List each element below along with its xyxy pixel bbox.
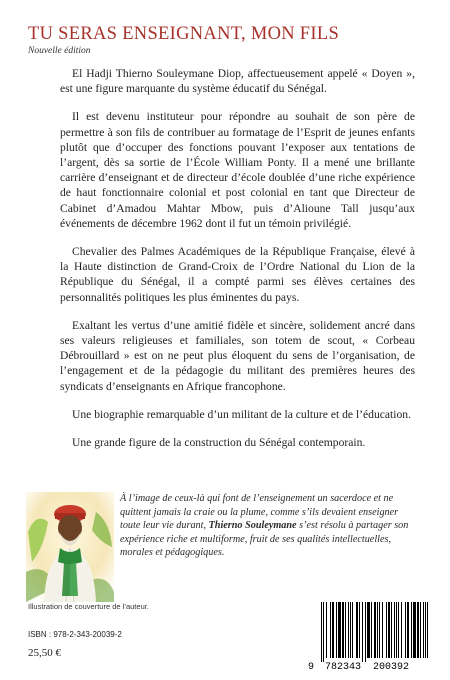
paragraph-figure: Une grande figure de la construction du Sénégal contemporain. bbox=[72, 436, 366, 450]
barcode-bar bbox=[420, 602, 421, 658]
barcode-bar bbox=[326, 602, 327, 658]
barcode-bar bbox=[386, 602, 387, 658]
paragraph-intro: El Hadji Thierno Souleymane Diop, affectueusement appelé « Doyen », est une figure marquante du système éducatif du Sénégal. bbox=[60, 67, 415, 96]
barcode-bar bbox=[411, 602, 412, 658]
edition-subtitle: Nouvelle édition bbox=[28, 46, 91, 56]
author-portrait bbox=[26, 492, 114, 602]
barcode-bar bbox=[356, 602, 358, 658]
barcode-bar bbox=[382, 602, 383, 658]
barcode-bar bbox=[377, 602, 378, 658]
quote-text-part1: À l’image de ceux-là qui font de l’enseignement un sacerdoce et ne quittent jamais la craie ou la plume, comme s’ils devaient enseigner toute leur vie durant, bbox=[120, 493, 399, 532]
quote-text-part2: s’est résolu à partager son expérience riche et multiforme, fruit de ses qualités intellectuelles, morales et pédagogiques. bbox=[120, 520, 409, 559]
paragraph-honors: Chevalier des Palmes Académiques de la République Française, élevé à la Haute distinction de Grand-Croix de l’Ordre National du Lion de la République du Sénégal, il a compté parmi ses élèves certaines des personnalités politiques les plus éminentes du pays. bbox=[60, 245, 415, 304]
paragraph-biography: Une biographie remarquable d’un militant de la culture et de l’éducation. bbox=[72, 407, 411, 421]
barcode-bar bbox=[388, 602, 390, 658]
barcode-bar bbox=[401, 602, 402, 658]
barcode-bar bbox=[362, 602, 363, 662]
barcode-bar bbox=[398, 602, 399, 658]
barcode-bar bbox=[345, 602, 346, 658]
barcode-bar bbox=[367, 602, 370, 658]
barcode-bar bbox=[338, 602, 341, 658]
barcode-bar bbox=[352, 602, 353, 658]
barcode-bar bbox=[396, 602, 397, 658]
barcode-bar bbox=[350, 602, 351, 658]
barcode-bar bbox=[342, 602, 344, 658]
paragraph-career: Il est devenu instituteur pour répondre au souhait de son père de permettre à son fils de contribuer au formatage de l’Esprit de jeunes enfants plutôt que d’occuper des fonctions pouvant l’exposer aux tentations de l’argent, dès sa sortie de l’École William Ponty. Il a mené une brillante carrière d’enseignant et de directeur d’école doublée d’une riche expérience de haut fonctionnaire colonial et post colonial en tant que Directeur de Cabinet d’Amadou Mahtar Mbow, puis d’Alioune Tall jusqu’aux événements de décembre 1962 dont il fut un témoin privilégié. bbox=[60, 110, 415, 230]
barcode-bar bbox=[413, 602, 416, 658]
ean-barcode bbox=[305, 600, 435, 672]
barcode-bar bbox=[417, 602, 419, 658]
barcode-bar bbox=[365, 602, 366, 662]
back-cover-text bbox=[60, 66, 415, 463]
barcode-bar bbox=[394, 602, 395, 658]
barcode-bar bbox=[348, 602, 349, 658]
quote-author-name: Thierno Souleymane bbox=[208, 520, 297, 532]
barcode-bar bbox=[379, 602, 380, 658]
barcode-lead-digit: 9 bbox=[308, 662, 315, 672]
barcode-bar bbox=[374, 602, 376, 658]
barcode-bar bbox=[427, 602, 428, 658]
barcode-bar bbox=[405, 602, 406, 658]
book-title: TU SERAS ENSEIGNANT, MON FILS bbox=[28, 24, 340, 44]
cover-illustration-credit: Illustration de couverture de l’auteur. bbox=[28, 602, 149, 611]
barcode-bar-group bbox=[321, 602, 428, 662]
isbn-number: ISBN : 978-2-343-20039-2 bbox=[28, 630, 122, 639]
barcode-bar bbox=[330, 602, 331, 658]
barcode-bar bbox=[407, 602, 409, 658]
barcode-bar bbox=[323, 602, 324, 662]
barcode-bar bbox=[336, 602, 337, 658]
barcode-bar bbox=[321, 602, 322, 662]
barcode-bar bbox=[391, 602, 392, 658]
paragraph-values: Exaltant les vertus d’une amitié fidèle et sincère, solidement ancré dans ses valeurs religieuses et familiales, son totem de scout, « Corbeau Débrouillard » est on ne peut plus éloquent du sens de l’organisation, de l’engagement et de la pédagogie du militant des premières heures des syndicats d’enseignants en Afrique francophone. bbox=[60, 318, 415, 393]
price-label: 25,50 € bbox=[28, 647, 61, 659]
barcode-bar bbox=[359, 602, 360, 658]
barcode-bar bbox=[332, 602, 334, 658]
author-portrait-illustration bbox=[26, 492, 114, 602]
barcode-bar bbox=[423, 602, 424, 658]
barcode-bars bbox=[305, 600, 435, 672]
barcode-bar bbox=[425, 602, 426, 658]
barcode-right-digits: 200392 bbox=[373, 662, 410, 672]
author-quote bbox=[120, 492, 420, 560]
barcode-bar bbox=[371, 602, 372, 658]
barcode-left-digits: 782343 bbox=[325, 662, 362, 672]
